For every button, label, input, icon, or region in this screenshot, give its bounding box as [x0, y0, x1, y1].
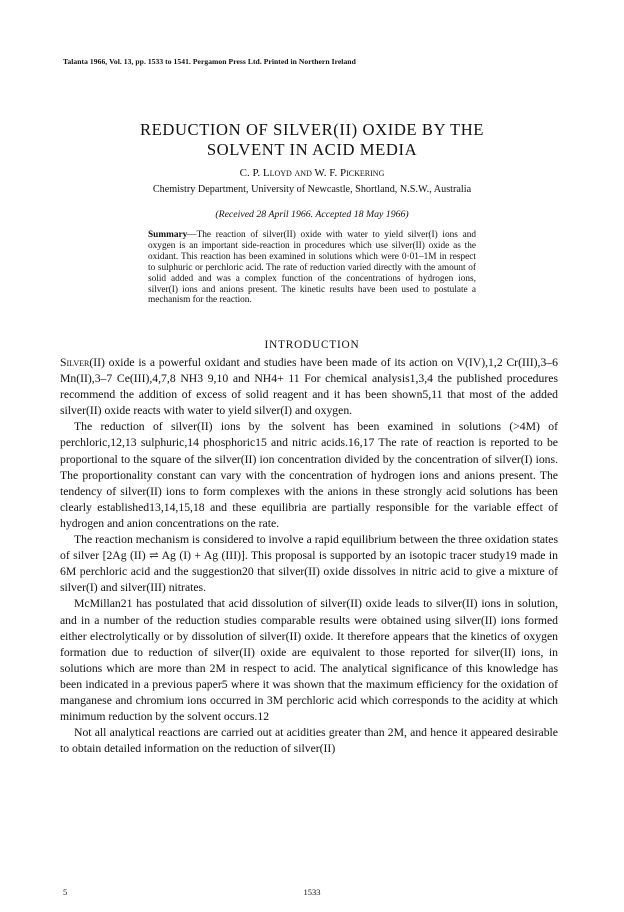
- article-title: [0, 120, 624, 160]
- paragraph-5: Not all analytical reactions are carried out at acidities greater than 2M, and hence it appeared desirable to obtain detailed information on the reduction of silver(II): [60, 726, 558, 756]
- section-heading: INTRODUCTION: [264, 339, 360, 351]
- paragraph-1: [60, 355, 558, 419]
- title-line-1: REDUCTION OF SILVER(II) OXIDE BY THE: [139, 120, 485, 139]
- signature-mark: 5: [63, 887, 68, 897]
- page-number: 1533: [303, 887, 321, 897]
- paragraph-1-text: (II) oxide is a powerful oxidant and studies have been made of its action on V(IV),1,2 Cr(III),3–6 Mn(II),3–7 Ce(III),4,7,8 NH3 9,10 and NH4+ 11 For chemical analysis1,3,4 the published procedures recommend the addition of excess of solid reagent and it has been shown5,11 that most of the added silver(II) oxide reacts with water to yield silver(I) and oxygen.: [60, 356, 558, 418]
- summary-label: Summary: [148, 230, 188, 240]
- summary-text: —The reaction of silver(II) oxide with water to yield silver(I) ions and oxygen is an important side-reaction in procedures which use silver(II) oxide as the oxidant. This reaction has been examined in solutions which were 0·01–1M in respect to sulphuric or perchloric acid. The rate of reduction varied directly with the amount of solid added and was a complex function of the concentrations of hydrogen ions, silver(I) ions and anions present. The kinetic results have been used to postulate a mechanism for the reaction.: [148, 230, 476, 306]
- body-text: [60, 355, 558, 757]
- paragraph-1-lead: Silver: [60, 356, 90, 369]
- summary-abstract: [148, 230, 476, 306]
- paragraph-3: The reaction mechanism is considered to involve a rapid equilibrium between the three oxidation states of silver [2Ag (II) ⇌ Ag (I) + Ag (III)]. This proposal is supported by an isotopic tracer study19 made in 6M perchloric acid and the suggestion20 that silver(II) oxide dissolves in nitric acid to give a mixture of silver(I) and silver(III) nitrates.: [60, 533, 558, 595]
- title-line-2: SOLVENT IN ACID MEDIA: [206, 140, 418, 159]
- paragraph-4: McMillan21 has postulated that acid dissolution of silver(II) oxide leads to silver(II) ions in solution, and in a number of the reduction studies comparable results were obtained using silver(II) ions formed either electrolytically or by dissolution of silver(II) oxide. It therefore appears that the kinetics of oxygen formation due to reduction of silver(II) oxide are equivalent to those reported for silver(II) ions, in solutions which are more than 2M in respect to acid. The analytical significance of this knowledge has been indicated in a previous paper5 where it was shown that the maximum efficiency for the oxidation of manganese and chromium ions occurred in 3M perchloric acid which corresponds to the acidity at which minimum reduction by the solvent occurs.12: [60, 597, 558, 724]
- paragraph-2: The reduction of silver(II) ions by the solvent has been examined in solutions (>4M) of perchloric,12,13 sulphuric,14 phosphoric15 and nitric acids.16,17 The rate of reaction is reported to be proportional to the square of the silver(II) ion concentration divided by the concentration of silver(I) ions. The proportionality constant can vary with the concentration of hydrogen ions and anions present. The tendency of silver(II) ions to form complexes with the anions in these strongly acid solutions has been clearly established13,14,15,18 and these equilibria are partially responsible for the variable effect of hydrogen and anion concentrations on the rate.: [60, 420, 558, 530]
- affiliation: Chemistry Department, University of Newcastle, Shortland, N.S.W., Australia: [152, 184, 472, 195]
- authors: C. P. Lloyd and W. F. Pickering: [239, 167, 385, 179]
- received-text: (Received 28 April 1966. Accepted 18 May 1966): [215, 209, 409, 220]
- received-dates: [0, 209, 624, 220]
- running-head: Talanta 1966, Vol. 13, pp. 1533 to 1541. Pergamon Press Ltd. Printed in Northern Ireland: [63, 57, 356, 66]
